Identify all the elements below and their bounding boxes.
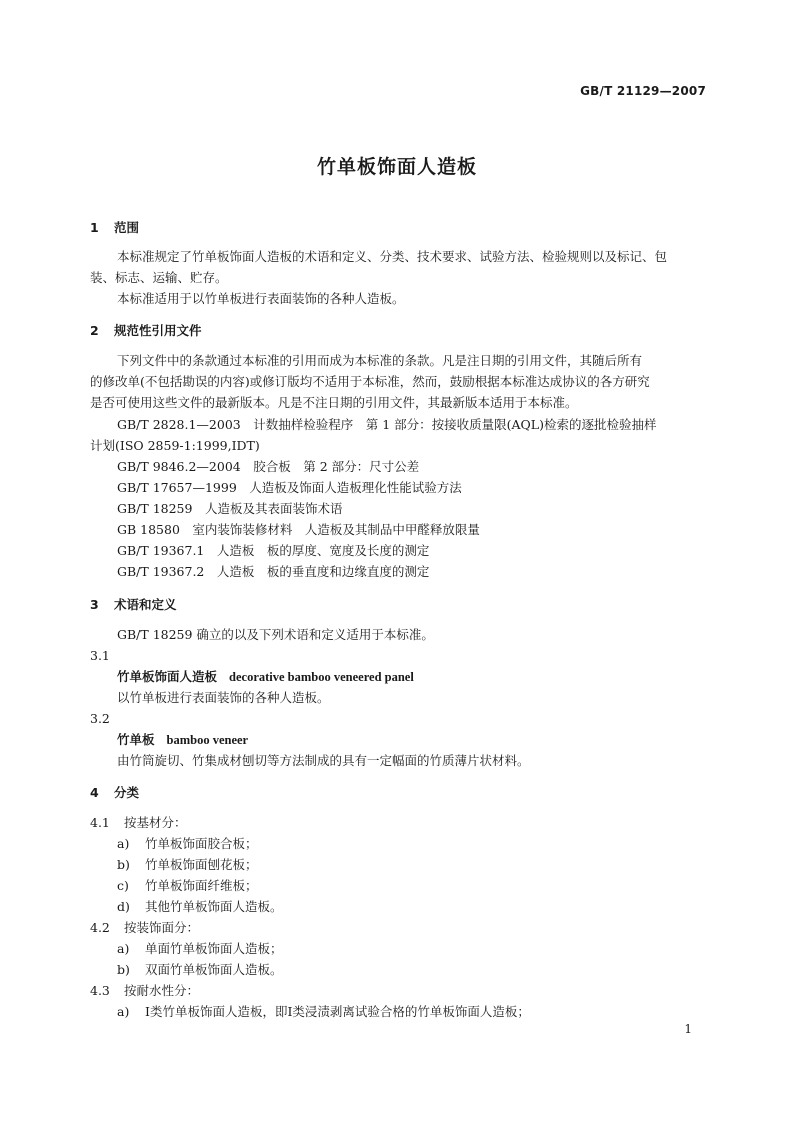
term-english: bamboo veneer — [166, 733, 249, 747]
clause-number: 4.3 — [90, 983, 110, 998]
list-item — [117, 960, 283, 980]
section-4-heading — [90, 783, 139, 803]
paragraph: 的修改单(不包括勘误的内容)或修订版均不适用于本标准，然而，鼓励根据本标准达成协议的各方研究 — [90, 374, 650, 389]
section-title: 术语和定义 — [114, 597, 177, 612]
term-english: decorative bamboo veneered panel — [229, 670, 414, 684]
list-item-text: Ⅰ类竹单板饰面人造板，即Ⅰ类浸渍剥离试验合格的竹单板饰面人造板； — [145, 1004, 530, 1019]
term-entry — [117, 730, 248, 750]
list-marker: c) — [117, 878, 129, 893]
list-marker: a) — [117, 1004, 130, 1019]
standard-code: GB/T 21129—2007 — [580, 84, 706, 98]
term-chinese: 竹单板 — [117, 732, 155, 747]
term-chinese: 竹单板饰面人造板 — [117, 669, 218, 684]
list-item — [117, 897, 283, 917]
clause-title: 按基材分： — [124, 815, 187, 830]
section-number: 1 — [90, 220, 99, 235]
reference-entry: 计划(ISO 2859-1:1999,IDT) — [90, 438, 260, 453]
clause-title: 按耐水性分： — [124, 983, 200, 998]
paragraph: 装、标志、运输、贮存。 — [90, 270, 228, 285]
paragraph: 是否可使用这些文件的最新版本。凡是不注日期的引用文件，其最新版本适用于本标准。 — [90, 395, 578, 410]
subclause-4-2 — [90, 918, 199, 938]
section-title: 分类 — [114, 785, 140, 800]
list-item-text: 其他竹单板饰面人造板。 — [145, 899, 283, 914]
list-marker: a) — [117, 836, 130, 851]
section-number: 4 — [90, 785, 99, 800]
clause-number: 4.1 — [90, 815, 110, 830]
subclause-4-1 — [90, 813, 187, 833]
subclause-4-3 — [90, 981, 199, 1001]
reference-entry: GB/T 19367.1 人造板 板的厚度、宽度及长度的测定 — [117, 543, 430, 558]
clause-number: 4.2 — [90, 920, 110, 935]
list-marker: d) — [117, 899, 130, 914]
reference-entry: GB/T 2828.1—2003 计数抽样检验程序 第 1 部分：按接收质量限(AQL)检索的逐批检验抽样 — [117, 417, 657, 432]
list-item-text: 单面竹单板饰面人造板； — [145, 941, 283, 956]
paragraph: 本标准适用于以竹单板进行表面装饰的各种人造板。 — [117, 291, 405, 306]
section-1-heading — [90, 218, 139, 238]
list-item — [117, 876, 258, 896]
list-item — [117, 855, 258, 875]
reference-entry: GB/T 19367.2 人造板 板的垂直度和边缘直度的测定 — [117, 564, 430, 579]
reference-entry: GB/T 18259 人造板及其表面装饰术语 — [117, 501, 343, 516]
section-2-heading — [90, 321, 202, 341]
list-marker: b) — [117, 962, 130, 977]
paragraph: 下列文件中的条款通过本标准的引用而成为本标准的条款。凡是注日期的引用文件，其随后所有 — [117, 353, 643, 368]
paragraph: GB/T 18259 确立的以及下列术语和定义适用于本标准。 — [117, 627, 434, 642]
list-item-text: 双面竹单板饰面人造板。 — [145, 962, 283, 977]
term-definition: 以竹单板进行表面装饰的各种人造板。 — [117, 690, 330, 705]
section-title: 规范性引用文件 — [114, 323, 202, 338]
term-definition: 由竹筒旋切、竹集成材刨切等方法制成的具有一定幅面的竹质薄片状材料。 — [117, 753, 530, 768]
list-item-text: 竹单板饰面胶合板； — [145, 836, 258, 851]
section-3-heading — [90, 595, 177, 615]
section-number: 3 — [90, 597, 99, 612]
list-item — [117, 939, 283, 959]
section-number: 2 — [90, 323, 99, 338]
reference-entry: GB/T 9846.2—2004 胶合板 第 2 部分：尺寸公差 — [117, 459, 420, 474]
list-item — [117, 834, 258, 854]
list-item — [117, 1002, 530, 1022]
document-title: 竹单板饰面人造板 — [316, 156, 477, 178]
paragraph: 本标准规定了竹单板饰面人造板的术语和定义、分类、技术要求、试验方法、检验规则以及标记、包 — [117, 249, 668, 264]
page-number: 1 — [684, 1022, 692, 1036]
list-item-text: 竹单板饰面纤维板； — [145, 878, 258, 893]
list-marker: a) — [117, 941, 130, 956]
clause-number: 3.1 — [90, 648, 110, 663]
reference-entry: GB/T 17657—1999 人造板及饰面人造板理化性能试验方法 — [117, 480, 462, 495]
clause-title: 按装饰面分： — [124, 920, 200, 935]
section-title: 范围 — [114, 220, 140, 235]
clause-number: 3.2 — [90, 711, 110, 726]
reference-entry: GB 18580 室内装饰装修材料 人造板及其制品中甲醛释放限量 — [117, 522, 480, 537]
list-marker: b) — [117, 857, 130, 872]
term-entry — [117, 667, 414, 687]
list-item-text: 竹单板饰面刨花板； — [145, 857, 258, 872]
